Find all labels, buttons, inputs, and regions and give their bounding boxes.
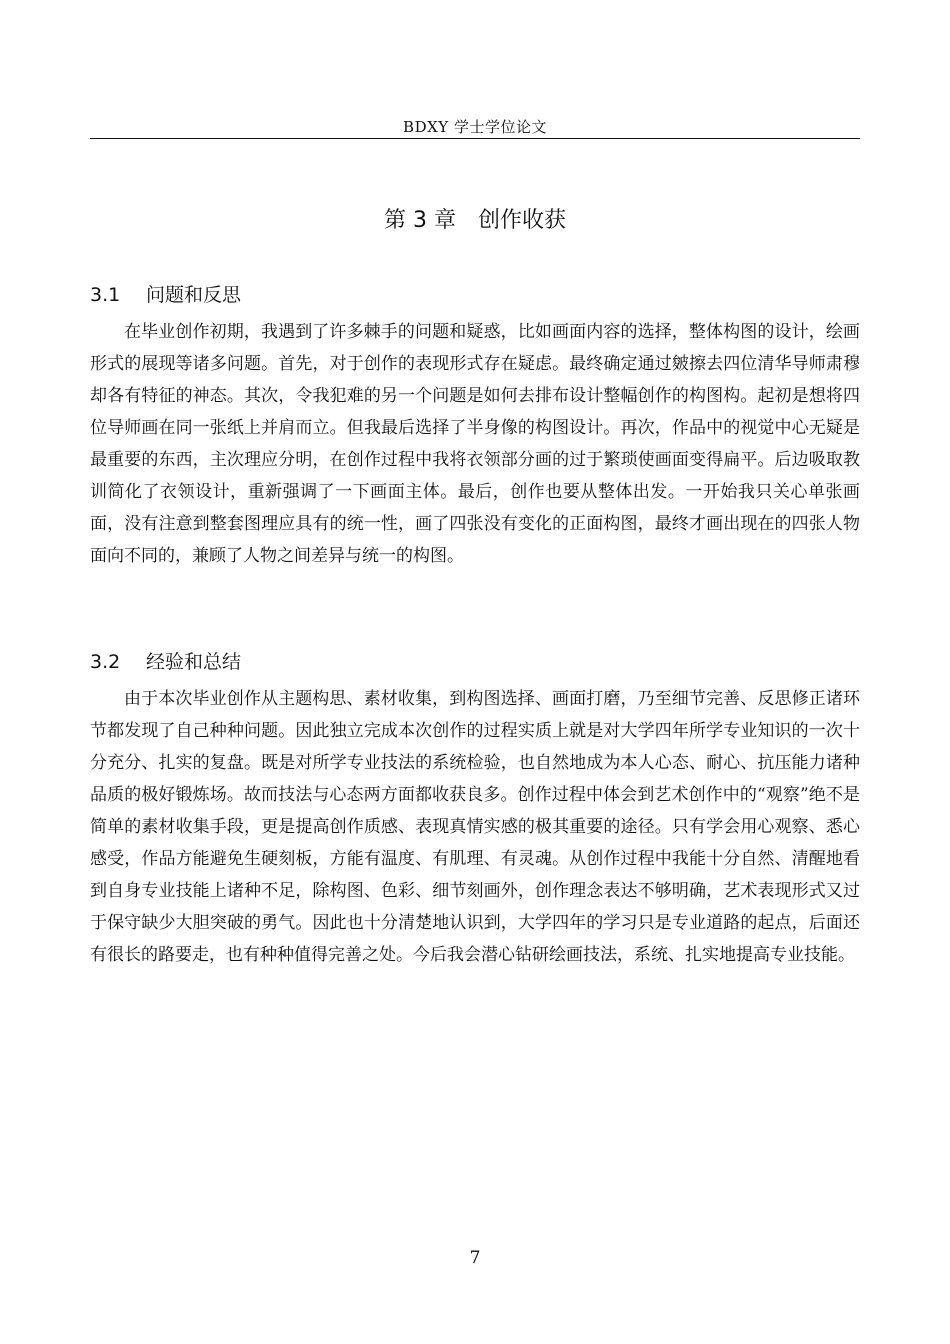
section-number: 3.2 xyxy=(90,651,121,673)
section-title: 经验和总结 xyxy=(146,651,242,673)
section-paragraph-3-2: 由于本次毕业创作从主题构思、素材收集，到构图选择、画面打磨，乃至细节完善、反思修正诸环节都发现了自己种种问题。因此独立完成本次创作的过程实质上就是对大学四年所学专业知识的一次十分充分、扎实的复盘。既是对所学专业技法的系统检验，也自然地成为本人心态、耐心、抗压能力诸种品质的极好锻炼场。故而技法与心态两方面都收获良多。创作过程中体会到艺术创作中的“观察”绝不是简单的素材收集手段，更是提高创作质感、表现真情实感的极其重要的途径。只有学会用心观察、悉心感受，作品方能避免生硬刻板，方能有温度、有肌理、有灵魂。从创作过程中我能十分自然、清醒地看到自身专业技能上诸种不足，除构图、色彩、细节刻画外，创作理念表达不够明确，艺术表现形式又过于保守缺少大胆突破的勇气。因此也十分清楚地认识到，大学四年的学习只是专业道路的起点，后面还有很长的路要走，也有种种值得完善之处。今后我会潜心钻研绘画技法，系统、扎实地提高专业技能。 xyxy=(90,689,860,965)
header-rule xyxy=(90,138,860,139)
section-title: 问题和反思 xyxy=(146,284,242,306)
page-number: 7 xyxy=(469,1248,481,1268)
chapter-title: 第 3 章 创作收获 xyxy=(384,208,566,233)
section-heading-3-1 xyxy=(90,280,860,307)
running-header: BDXY 学士学位论文 xyxy=(403,118,547,136)
section-paragraph-3-1: 在毕业创作初期，我遇到了许多棘手的问题和疑惑，比如画面内容的选择，整体构图的设计，绘画形式的展现等诸多问题。首先，对于创作的表现形式存在疑虑。最终确定通过皴擦去四位清华导师肃穆却各有特征的神态。其次，令我犯难的另一个问题是如何去排布设计整幅创作的构图构。起初是想将四位导师画在同一张纸上并肩而立。但我最后选择了半身像的构图设计。再次，作品中的视觉中心无疑是最重要的东西，主次理应分明，在创作过程中我将衣领部分画的过于繁琐使画面变得扁平。后边吸取教训简化了衣领设计，重新强调了一下画面主体。最后，创作也要从整体出发。一开始我只关心单张画面，没有注意到整套图理应具有的统一性，画了四张没有变化的正面构图，最终才画出现在的四张人物面向不同的，兼顾了人物之间差异与统一的构图。 xyxy=(90,322,860,566)
section-heading-3-2 xyxy=(90,647,860,674)
section-number: 3.1 xyxy=(90,284,121,306)
